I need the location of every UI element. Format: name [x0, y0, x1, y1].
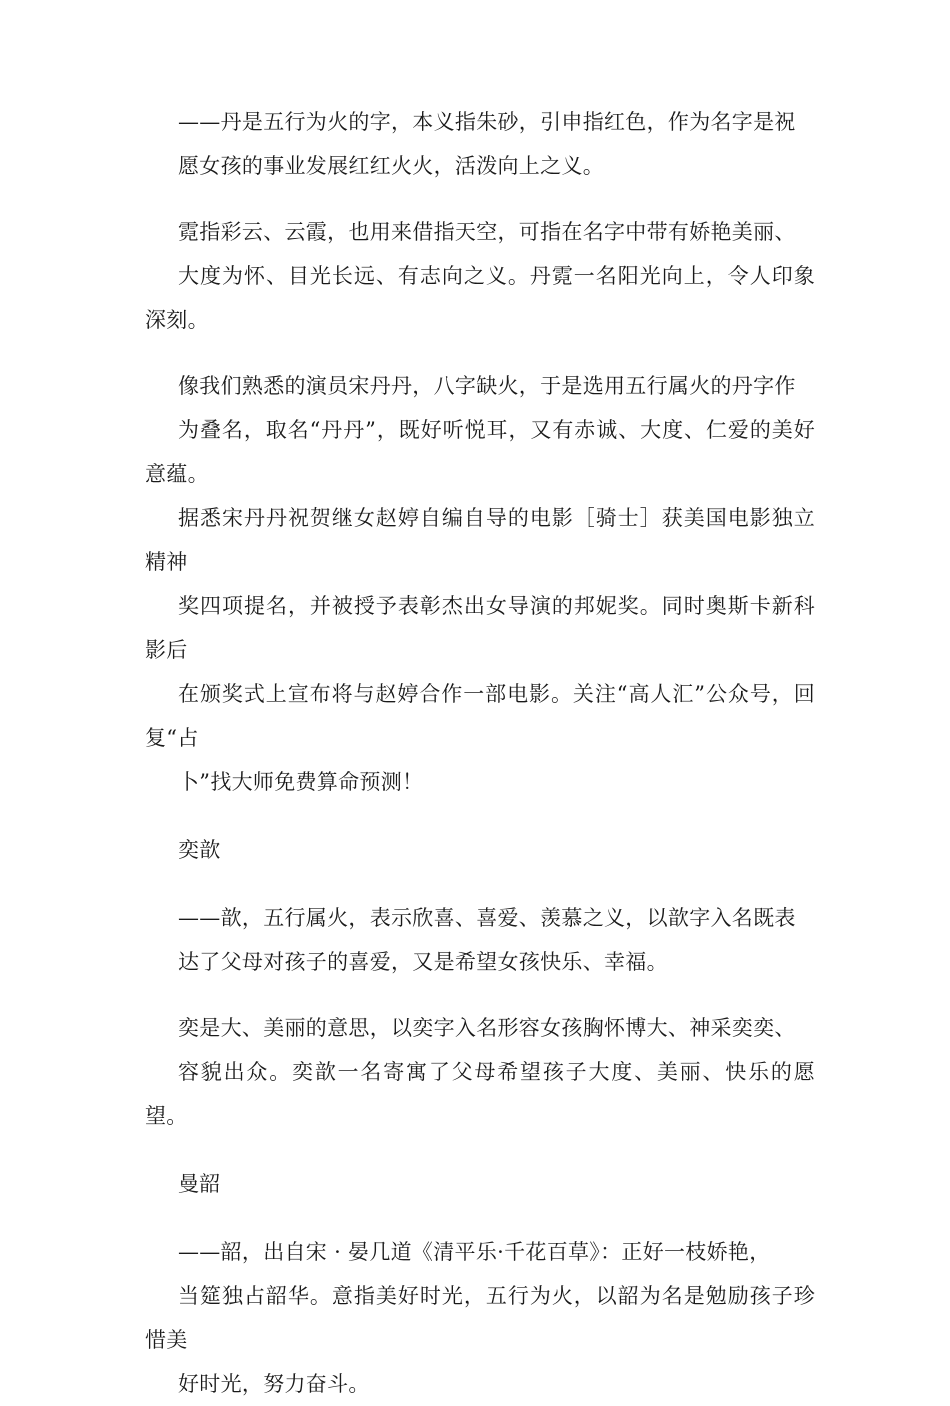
text-line: ——丹是五行为火的字，本义指朱砂，引申指红色，作为名字是祝 [178, 110, 796, 134]
document-body [145, 100, 815, 1406]
text-line: 在颁奖式上宣布将与赵婷合作一部电影。关注“高人汇”公众号，回复“占 [145, 682, 815, 750]
text-line: 霓指彩云、云霞，也用来借指天空，可指在名字中带有娇艳美丽、 [178, 220, 796, 244]
text-line: 大度为怀、目光长远、有志向之义。丹霓一名阳光向上，令人印象深刻。 [145, 264, 815, 332]
text-line: 愿女孩的事业发展红红火火，活泼向上之义。 [178, 154, 604, 178]
name-heading-mansha [145, 1162, 815, 1206]
text-line: 容貌出众。奕歆一名寄寓了父母希望孩子大度、美丽、快乐的愿望。 [145, 1060, 815, 1128]
text-line: 奕是大、美丽的意思，以奕字入名形容女孩胸怀博大、神采奕奕、 [178, 1016, 796, 1040]
text-line: ——韶，出自宋 · 晏几道《清平乐·千花百草》：正好一枝娇艳， [178, 1240, 771, 1264]
text-line: 曼韶 [178, 1172, 221, 1196]
text-line: 像我们熟悉的演员宋丹丹，八字缺火，于是选用五行属火的丹字作 [178, 374, 796, 398]
paragraph-song-dandan [145, 364, 815, 804]
text-line: 奕歆 [178, 838, 221, 862]
paragraph-yi-meaning [145, 1006, 815, 1138]
text-line: 卜”找大师免费算命预测！ [178, 770, 424, 794]
text-line: ——歆，五行属火，表示欣喜、喜爱、羡慕之义，以歆字入名既表 [178, 906, 796, 930]
text-line: 为叠名，取名“丹丹”，既好听悦耳，又有赤诚、大度、仁爱的美好意蕴。 [145, 418, 815, 486]
paragraph-ni-meaning [145, 210, 815, 342]
text-line: 奖四项提名，并被授予表彰杰出女导演的邦妮奖。同时奥斯卡新科影后 [145, 594, 815, 662]
paragraph-shao-meaning [145, 1230, 815, 1406]
text-line: 当筵独占韶华。意指美好时光，五行为火，以韶为名是勉励孩子珍惜美 [145, 1284, 815, 1352]
text-line: 据悉宋丹丹祝贺继女赵婷自编自导的电影［骑士］获美国电影独立精神 [145, 506, 815, 574]
paragraph-xin-meaning [145, 896, 815, 984]
paragraph-dan-meaning [145, 100, 815, 188]
name-heading-yixin [145, 828, 815, 872]
text-line: 好时光，努力奋斗。 [178, 1372, 370, 1396]
text-line: 达了父母对孩子的喜爱，又是希望女孩快乐、幸福。 [178, 950, 668, 974]
